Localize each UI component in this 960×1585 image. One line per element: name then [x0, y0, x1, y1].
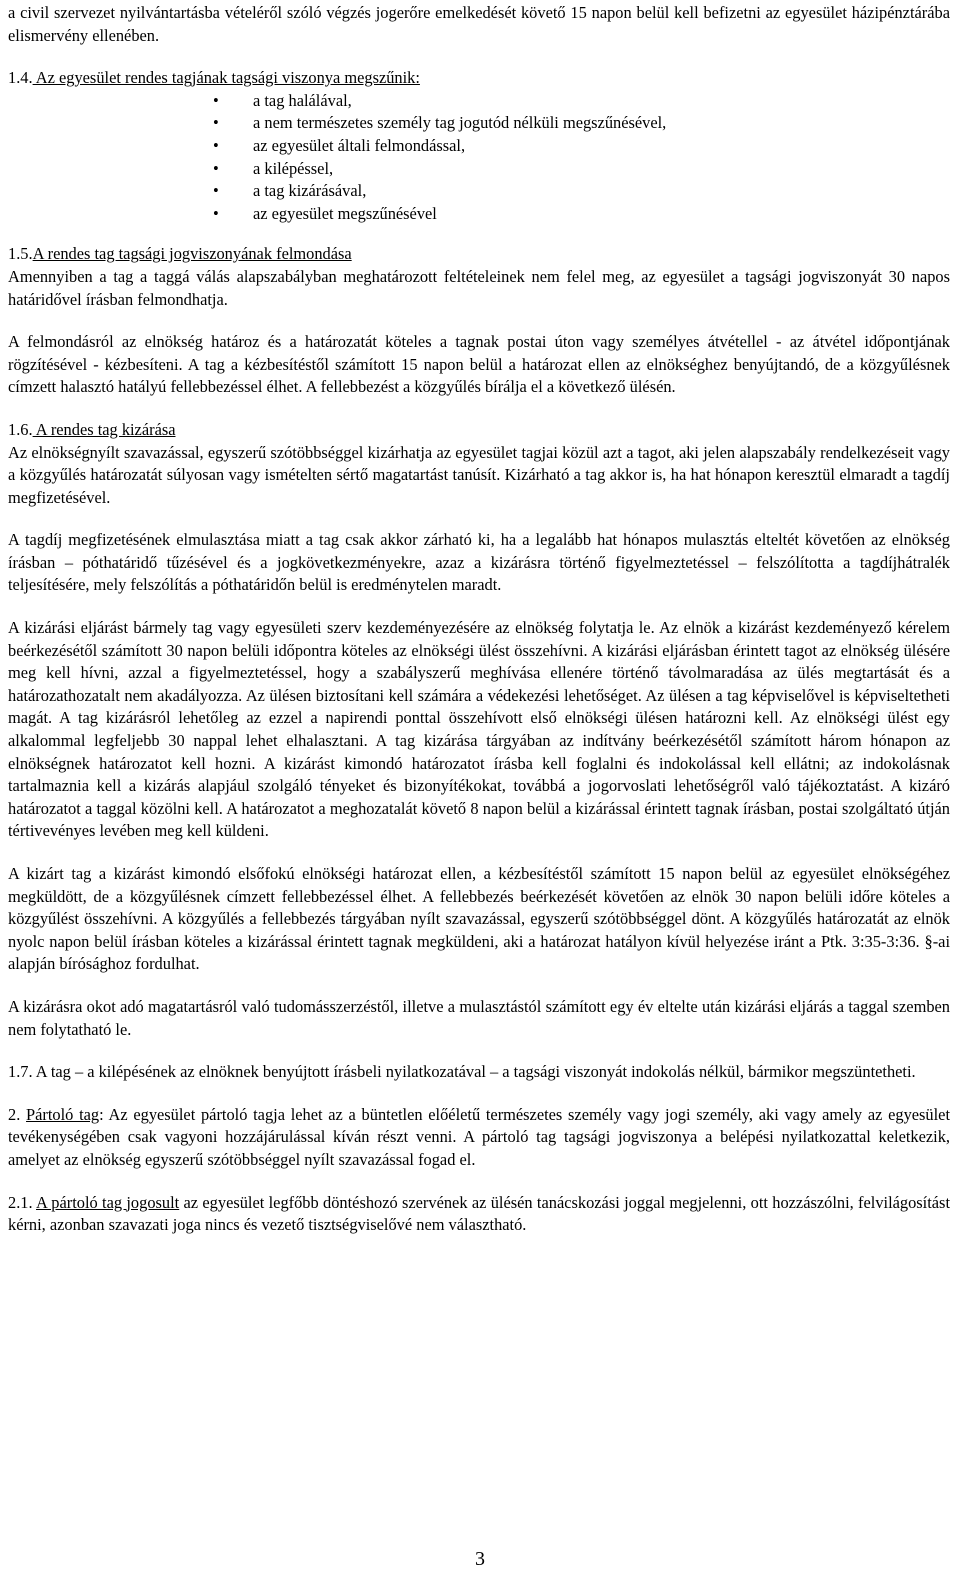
section-title: A pártoló tag jogosult [36, 1192, 180, 1212]
paragraph: A kizárási eljárást bármely tag vagy egyesületi szerv kezdeményezésére az elnökség folytatja le. Az elnök a kizárást kezdeményező kérelem beérkezésétől számított 30 napon belüli időpontra köteles az elnökségi ülést összehívni. A kizárási eljárásban érintett tagot az elnökség ülésére meg kell hívni, azzal a figyelmeztetéssel, hogy a szabályszerű meghívása ellenére történő távolmaradása az ülés megtartását és a határozathozatalt nem akadályozza. Az ülésen biztosítani kell számára a védekezési lehetőséget. Az ülésen a tag képviselővel is képviseltetheti magát. A tag kizárásról lehetőleg az ezzel a napirendi ponttal összehívott első elnökségi ülésen határozni kell. Az elnökségi ülést egy alkalommal legfeljebb 30 nappal lehet elhalasztani. A tag kizárása tárgyában az indítvány beérkezésétől számított három hónapon az elnökségnek határozatot kell hozni. A kizárást kimondó határozatot írásba kell foglalni és indokolással kell ellátni; az indokolásnak tartalmaznia kell a kizárás alapjául szolgáló tényeket és bizonyítékokat, továbbá a jogorvoslati lehetőségről való tájékoztatást. A kizáró határozatot a taggal közölni kell. A határozatot a meghozatalát követő 8 napon belül a kizárással érintett tagnak írásban, postai szolgáltató útján tértivevényes levében meg kell küldeni. [8, 618, 950, 841]
list-item: • a kilépéssel, [213, 158, 950, 181]
paragraph: A tagdíj megfizetésének elmulasztása miatt a tag csak akkor zárható ki, ha a legalább hat hónapos mulasztás elteltét követően az elnökség írásban – póthatáridő tűzésével és a jogkövetkezményekre, azaz a kizárásra történő figyelmeztetéssel – felszólította a tagdíjhátralék teljesítésére, mely felszólítás a póthatáridőn belül is eredménytelen maradt. [8, 530, 950, 595]
paragraph: A kizárásra okot adó magatartásról való tudomásszerzéstől, illetve a mulasztástól számított egy év eltelte után kizárási eljárás a taggal szemben nem folytatható le. [8, 996, 950, 1039]
paragraph-continuation: a civil szervezet nyilvántartásba vételéről szóló végzés jogerőre emelkedését követő 15 napon belül kell befizetni az egyesület házipénztárába elismervény ellenében. [8, 3, 950, 45]
termination-list [8, 90, 950, 226]
list-item: • a tag halálával, [213, 90, 950, 113]
bullet-icon: • [213, 181, 219, 201]
section-2-1: 2.1. A pártoló tag jogosult az egyesület legfőbb döntéshozó szervének az ülésén tanácskozási joggal megjelenni, ott hozzászólni, felvilágosítást kérni, azonban szavazati joga nincs és vezető tisztségviselővé nem választható. [8, 1192, 950, 1235]
section-number: 2.1. [8, 1192, 37, 1212]
section-title: Az egyesület rendes tagjának tagsági viszonya megszűnik: [32, 68, 420, 88]
page-number: 3 [475, 1548, 485, 1570]
section-title: A rendes tag tagsági jogviszonyának felmondása [32, 244, 352, 264]
list-item: • a tag kizárásával, [213, 180, 950, 203]
bullet-icon: • [213, 135, 219, 155]
section-1-6-heading [8, 419, 950, 442]
list-item: • az egyesület megszűnésével [213, 203, 950, 226]
list-item: • a nem természetes személy tag jogutód nélküli megszűnésével, [213, 112, 950, 135]
bullet-icon: • [213, 113, 219, 133]
section-1-7: 1.7. A tag – a kilépésének az elnöknek benyújtott írásbeli nyilatkozatával – a tagsági viszonyát indokolás nélkül, bármikor megszüntetheti. [8, 1062, 916, 1082]
section-number: 1.4. [8, 68, 33, 88]
bullet-icon: • [213, 90, 219, 110]
section-1-5-heading [8, 243, 950, 266]
bullet-icon: • [213, 203, 219, 223]
paragraph: Az elnökségnyílt szavazással, egyszerű szótöbbséggel kizárhatja az egyesület tagjai közül azt a tagot, aki jelen alapszabály rendelkezéseit vagy a közgyűlés határozatát súlyosan vagy ismételten sértő magatartást tanúsít. Kizárható a tag akkor is, ha hat hónapon keresztül elmaradt a tagdíj megfizetésével. [8, 442, 950, 507]
section-title: A rendes tag kizárása [32, 419, 176, 439]
section-number: 1.6. [8, 419, 33, 439]
paragraph: A felmondásról az elnökség határoz és a határozatát köteles a tagnak postai úton vagy személyes átvétellel - az átvétel időpontjának rögzítésével - kézbesíteni. A tag a kézbesítéstől számított 15 napon belül a határozat ellen az elnökséghez benyújtandó, de a közgyűlésnek címzett halasztó hatályú fellebbezéssel élhet. A fellebbezést a közgyűlés bírálja el a következő ülésén. [8, 332, 950, 397]
paragraph: Amennyiben a tag a taggá válás alapszabályban meghatározott feltételeinek nem felel meg, az egyesület a tagsági jogviszonyát 30 napos határidővel írásban felmondhatja. [8, 266, 950, 309]
list-item: • az egyesület általi felmondással, [213, 135, 950, 158]
section-2: 2. Pártoló tag: Az egyesület pártoló tagja lehet az a büntetlen előéletű természetes személy vagy jogi személy, aki vagy amely az egyesület tevékenységében csak vagyoni hozzájárulással kíván részt venni. A pártoló tag tagsági jogviszonya a belépési nyilatkozattal keletkezik, amelyet az elnökség egyszerű szótöbbséggel nyílt szavazással fogad el. [8, 1104, 951, 1169]
paragraph: A kizárt tag a kizárást kimondó elsőfokú elnökségi határozat ellen, a kézbesítéstől számított 15 napon belül az egyesület elnökségéhez megküldött, de a közgyűlésnek címzett fellebbezéssel élhet. A fellebbezés beérkezését követően az elnök 30 napon belüli időre köteles a közgyűlést összehívni. A közgyűlés a fellebbezés tárgyában nyílt szavazással, egyszerű szótöbbséggel dönt. A közgyűlés határozatát az elnök nyolc napon belül írásban köteles a kizárással érintett tagnak megküldeni, aki a határozat hatályon kívül helyezése iránt a Ptk. 3:35-3:36. §-ai alapján bírósághoz fordulhat. [8, 864, 950, 974]
section-number: 2. [8, 1104, 27, 1124]
section-number: 1.5. [8, 244, 33, 264]
section-title: Pártoló tag [26, 1104, 100, 1124]
bullet-icon: • [213, 158, 219, 178]
section-number: 1.7. [8, 1062, 33, 1082]
section-1-4-heading [8, 67, 950, 90]
